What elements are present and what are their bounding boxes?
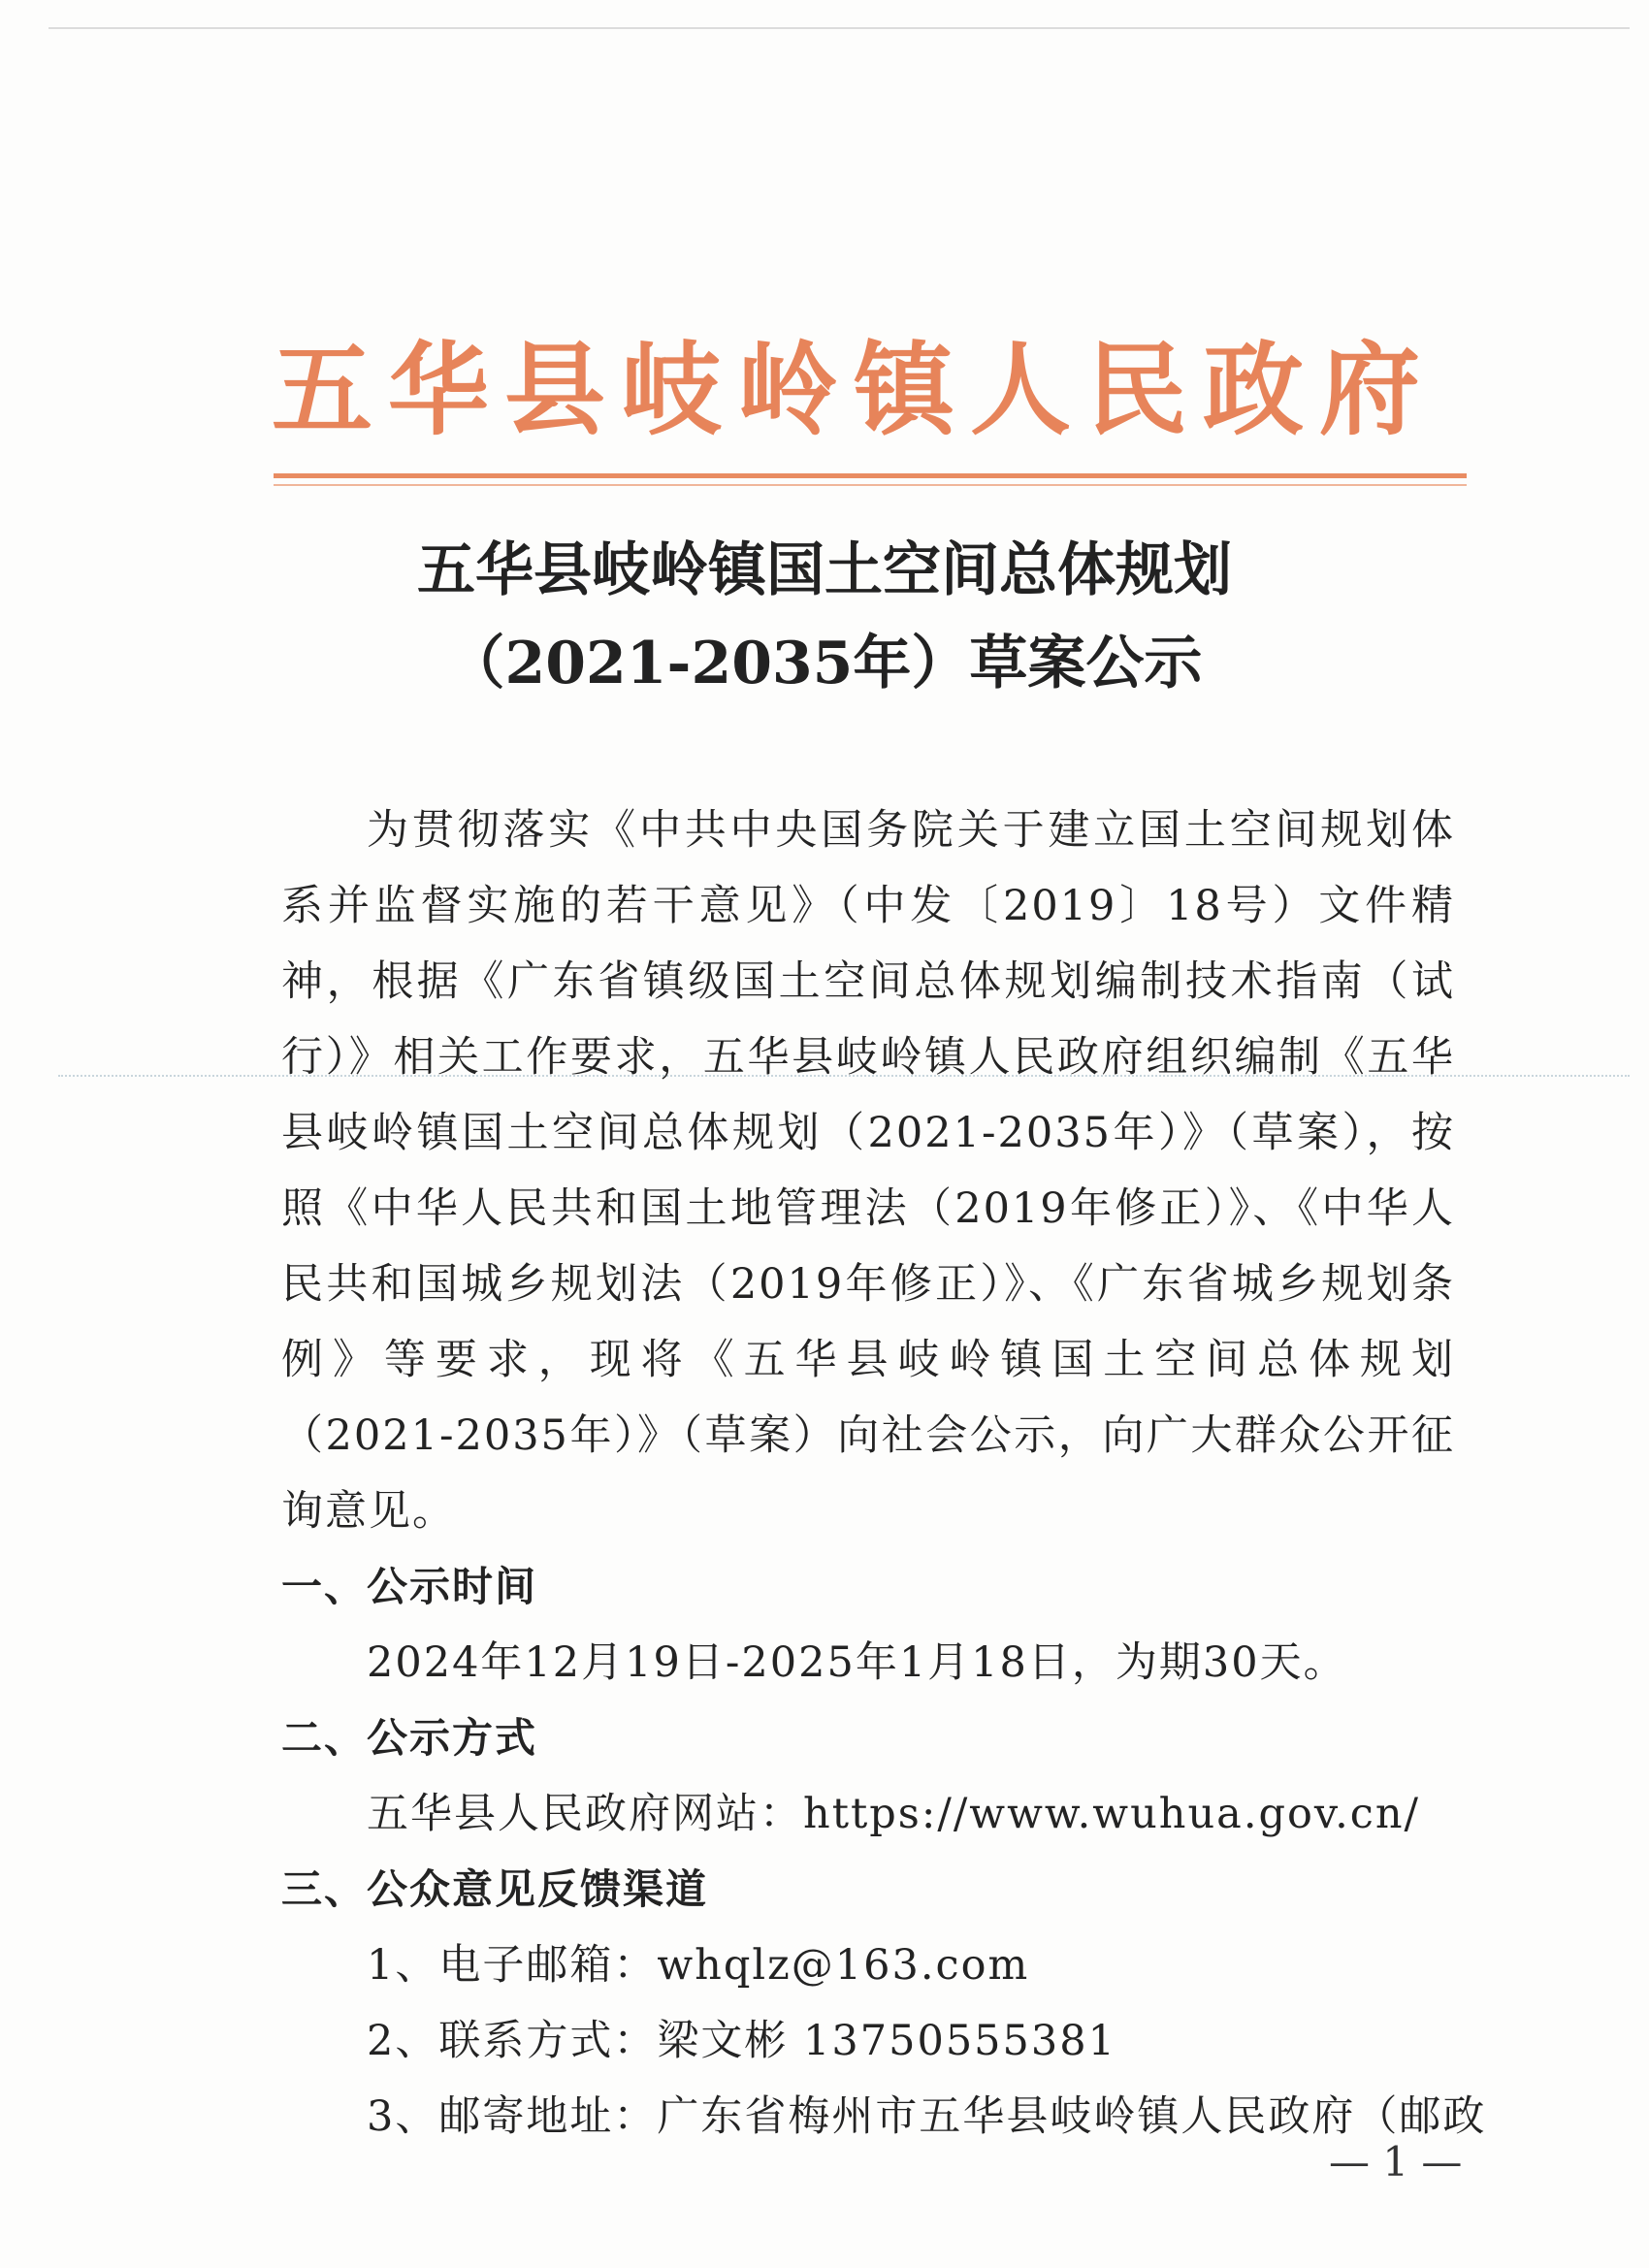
header-red-rule-thin [274,484,1467,486]
feedback-item-address [281,2079,1487,2155]
scan-edge-line [48,27,1630,29]
section-content-time: 2024年12月19日-2025年1月18日，为期30天。 [367,1638,1347,1687]
section-content-method: 五华县人民政府网站：https://www.wuhua.gov.cn/ [367,1790,1421,1838]
feedback-item-label: 1、电子邮箱： [367,1941,658,1990]
feedback-item-contact [281,2003,1455,2079]
section-heading-method: 二、公示方式 [281,1714,538,1762]
contact-value: 梁文彬 13750555381 [657,2017,1116,2065]
document-title-line-2: （2021-2035年）草案公示 [446,630,1203,697]
section-heading-time: 一、公示时间 [281,1563,538,1610]
feedback-item-label: 2、联系方式： [367,2017,658,2065]
feedback-item-email [281,1928,1455,2003]
issuing-organization-header: 五华县岐岭镇人民政府 [272,331,1437,449]
page-number: — 1 — [1329,2138,1463,2186]
document-title-line-1: 五华县岐岭镇国土空间总体规划 [417,536,1232,604]
intro-paragraph: 为贯彻落实《中共中央国务院关于建立国土空间规划体系并监督实施的若干意见》（中发〔2019〕18号）文件精神，根据《广东省镇级国土空间总体规划编制技术指南（试行）》相关工作要求，五华县岐岭镇人民政府组织编制《五华县岐岭镇国土空间总体规划（2021-2035年）》（草案），按照《中华人民共和国土地管理法（2019年修正）》、《中华人民共和国城乡规划法（2019年修正）》、《广东省城乡规划条例》等要求，现将《五华县岐岭镇国土空间总体规划（2021-2035年）》（草案）向社会公示，向广大群众公开征询意见。 [281,806,1455,1536]
address-value: 广东省梅州市五华县岐岭镇人民政府（邮政 [657,2092,1487,2141]
feedback-item-label: 3、邮寄地址： [367,2092,658,2141]
header-red-rule [274,473,1467,478]
document-title [194,524,1455,710]
document-body [281,793,1487,2155]
email-value: whqlz@163.com [657,1941,1030,1990]
section-heading-feedback: 三、公众意见反馈渠道 [281,1865,709,1913]
